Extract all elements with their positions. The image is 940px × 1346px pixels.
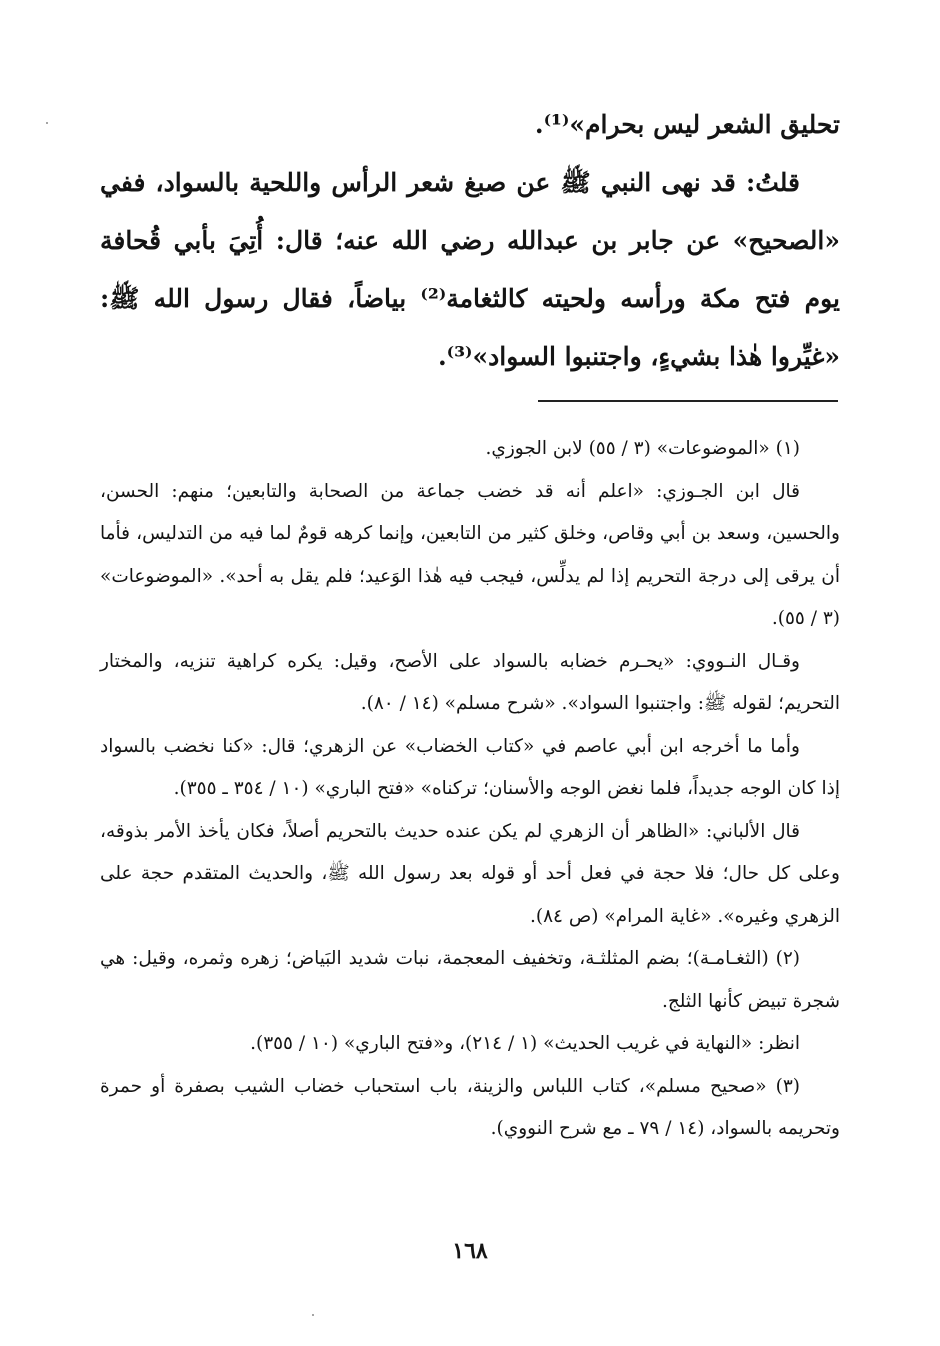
footnote-1-zuhri: وأما ما أخرجه ابن أبي عاصم في «كتاب الخضاب» عن الزهري؛ قال: «كنا نخضب بالسواد إذا كان الوجه جديداً، فلما نغض الوجه والأسنان؛ تركناه» «فتح الباري» (١٠ / ٣٥٤ ـ ٣٥٥).: [100, 735, 840, 799]
footnote-separator: [538, 400, 838, 402]
scan-speck: [312, 1314, 314, 1316]
main-text: [100, 96, 840, 386]
footnote-1-albani: قال الألباني: «الظاهر أن الزهري لم يكن عنده حديث بالتحريم أصلاً، فكان يأخذ الأمر بذوقه، وعلى كل حال؛ فلا حجة في فعل أحد أو قوله بعد رسول الله ﷺ، والحديث المتقدم حجة على الزهري وغيره». «غاية المرام» (ص ٨٤).: [100, 820, 840, 927]
footnote-1-nawawi: وقـال النـووي: «يحـرم خضابه بالسواد على الأصح، وقيل: يكره كراهية تنزيه، والمختار التحريم؛ لقوله ﷺ: واجتنبوا السواد». «شرح مسلم» (١٤ / ٨٠).: [100, 650, 840, 714]
main-paragraph: قلتُ: قد نهى النبي ﷺ عن صبغ شعر الرأس واللحية بالسواد، ففي «الصحيح» عن جابر بن عبدالله رضي الله عنه؛ قال: أُتِيَ بأبي قُحافة يوم فتح مكة ورأسه ولحيته كالثغامة⁽²⁾ بياضاً، فقال رسول الله ﷺ: «غيِّروا هٰذا بشيءٍ، واجتنبوا السواد»⁽³⁾.: [100, 168, 840, 371]
scan-speck: [46, 122, 48, 124]
footnote-1-ibn-jawzi: قال ابن الجـوزي: «اعلم أنه قد خضب جماعة من الصحابة والتابعين؛ منهم: الحسن، والحسين، وسعد بن أبي وقاص، وخلق كثير من التابعين، وإنما كرهه قومٌ لما فيه من التدليس، فأما أن يرقى إلى درجة التحريم إذا لم يدلِّس، فيجب فيه هٰذا الوَعيد؛ فلم يقل به أحد». «الموضوعات» (٣ / ٥٥).: [100, 480, 840, 629]
footnote-2-reference: انظر: «النهاية في غريب الحديث» (١ / ٢١٤)، و«فتح الباري» (١٠ / ٣٥٥).: [250, 1033, 800, 1054]
footnote-3-reference: (٣) «صحيح مسلم»، كتاب اللباس والزينة، باب استحباب خضاب الشيب بصفرة أو حمرة وتحريمه بالسواد، (١٤ / ٧٩ ـ مع شرح النووي).: [100, 1075, 840, 1139]
main-text-continuation: تحليق الشعر ليس بحرام»⁽¹⁾.: [534, 110, 840, 139]
footnote-2-definition: (٢) (الثغـامـة)؛ بضم المثلثـة، وتخفيف المعجمة، نبات شديد البَياض؛ زهره وثمره، وقيل: هي شجرة تبيض كأنها الثلج.: [100, 948, 840, 1012]
footnote-1-source: (١) «الموضوعات» (٣ / ٥٥) لابن الجوزي.: [485, 438, 800, 459]
page-number: ١٦٨: [452, 1238, 488, 1264]
footnotes: [100, 428, 840, 1151]
